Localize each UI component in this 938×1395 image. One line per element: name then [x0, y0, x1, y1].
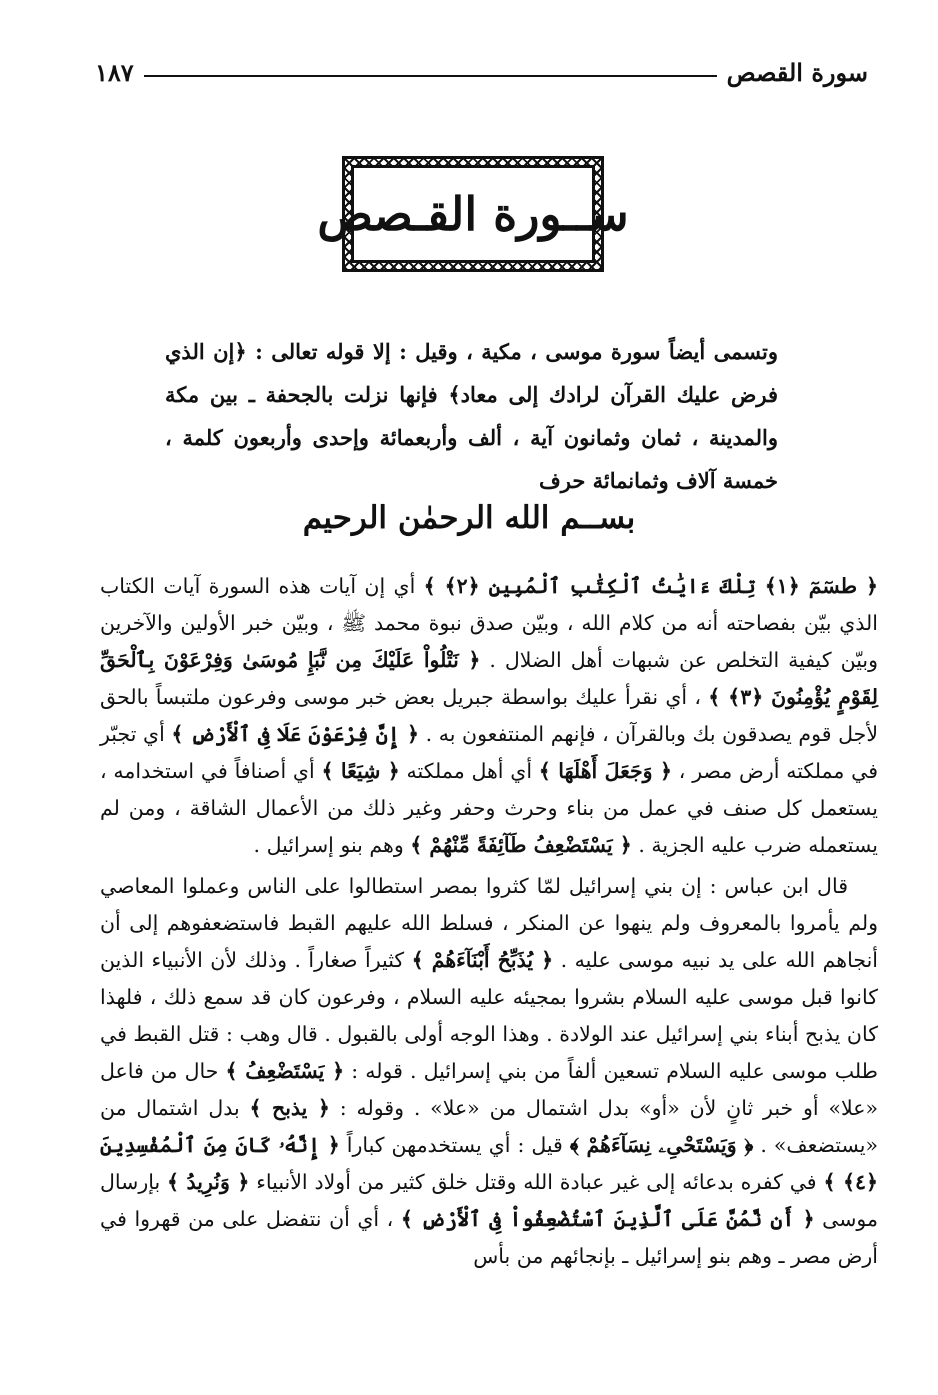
page-header [95, 52, 868, 92]
commentary-text: في كفره بدعائه إلى غير عبادة الله وقتل خلق كثير من أولاد الأنبياء [249, 1170, 824, 1194]
surah-title: ســورة القـصص [317, 187, 629, 241]
basmala: بســم الله الرحمٰن الرحيم [302, 500, 636, 536]
quran-verse: ﴿ وَيَسْتَحْىِۦ نِسَآءَهُمْ ﴾ [569, 1133, 754, 1157]
surah-introduction: وتسمى أيضاً سورة موسى ، مكية ، وقيل : إلا قوله تعالى : ﴿إن الذي فرض عليك القرآن لرادك إلى معاد﴾ فإنها نزلت بالجحفة ـ بين مكة والمدينة ، ثمان وثمانون آية ، ألف وأربعمائة وإحدى وأربعون كلمة ، خمسة آلاف وثمانمائة حرف [165, 339, 778, 493]
quran-verse: ﴿ يذبح ﴾ [249, 1096, 330, 1120]
commentary-text: بدل اشتمال من «يستضعف» . [100, 1096, 878, 1157]
quran-verse: ﴿ وَنُرِيدُ ﴾ [167, 1170, 250, 1194]
commentary-text: أي أهل مملكته [399, 759, 539, 783]
quran-verse: ﴿ شِيَعًا ﴾ [321, 759, 400, 783]
commentary-text: كثيراً صغاراً . وذلك لأن الأنبياء الذين كانوا قبل موسى عليه السلام بشروا بمجيئه عليه السلام ، وفرعون كان قد سمع ذلك ، فلهذا كان يذبح أبناء بني إسرائيل عند الولادة . وهذا الوجه أولى بالقبول . قال وهب : قتل القبط في طلب موسى عليه السلام تسعين ألفاً من بني إسرائيل . قوله : [100, 948, 878, 1083]
running-title: سورة القصص [726, 57, 868, 87]
quran-verse: ﴿ أَن نَّمُنَّ عَلَى ٱلَّذِينَ ٱسْتُضْعِفُواْ فِى ٱلْأَرْضِ ﴾ [400, 1207, 815, 1231]
commentary-text: أي أصنافاً في استخدامه ، يستعمل كل صنف في عمل من بناء وحرث وحفر وغير ذلك من الأعمال الشاقة ، ومن لم يستعمله ضرب عليه الجزية . [100, 759, 878, 857]
commentary-text: ، أي نقرأ عليك بواسطة جبريل بعض خبر موسى وفرعون ملتبساً بالحق لأجل قوم يصدقون بك وبالقرآن ، فإنهم المنتفعون به . [100, 685, 879, 746]
quran-verse: ﴿ يَسْتَضْعِفُ ﴾ [225, 1059, 345, 1083]
quran-verse: ﴿ يَسْتَضْعِفُ طَآئِفَةً مِّنْهُمْ ﴾ [410, 833, 632, 857]
quran-verse: ﴿ وَجَعَلَ أَهْلَهَا ﴾ [538, 759, 673, 783]
commentary-text: أي تجبّر في مملكته أرض مصر ، [100, 722, 878, 783]
header-rule [144, 75, 717, 77]
commentary-text: قيل : أي يستخدمهن كباراً [339, 1133, 570, 1157]
commentary-text: قال ابن عباس : إن بني إسرائيل لمّا كثروا بمصر استطالوا على الناس وعملوا المعاصي ولم يأمروا بالمعروف ولم ينهوا عن المنكر ، فسلط الله عليهم القبط فاستضعفوهم إلى أن أنجاهم الله على يد نبيه موسى عليه . [100, 874, 878, 972]
quran-verse: ﴿ إِنَّهُۥ كَانَ مِنَ ٱلْمُفْسِدِينَ ﴿٤﴾ ﴾ [100, 1133, 878, 1194]
commentary-text: أي إن آيات هذه السورة آيات الكتاب الذي بيّن بفصاحته أنه من كلام الله ، وبيّن صدق نبوة محمد ﷺ ، وبيّن خبر الأولين والآخرين وبيّن كيفية التخلص عن شبهات أهل الضلال . [100, 574, 879, 672]
commentary-text: ، أي أن نتفضل على من قهروا في أرض مصر ـ وهم بنو إسرائيل ـ بإنجائهم من بأس [100, 1207, 878, 1268]
commentary-text: حال من فاعل «علا» أو خبر ثانٍ لأن «أو» بدل اشتمال من «علا» . وقوله : [100, 1059, 879, 1120]
quran-verse: ﴿ نَتْلُواْ عَلَيْكَ مِن نَّبَإِ مُوسَىٰ وَفِرْعَوْنَ بِٱلْحَقِّ لِقَوْمٍ يُؤْمِنُونَ ﴿٣﴾ ﴾ [100, 648, 879, 709]
paragraph-2 [100, 868, 878, 1275]
quran-verse: ﴿ إِنَّ فِرْعَوْنَ عَلَا فِى ٱلْأَرْضِ ﴾ [171, 722, 419, 746]
tafsir-body [100, 568, 878, 1275]
commentary-text: بإرسال موسى [100, 1170, 878, 1231]
quran-verse: ﴿ طسٓمٓ ﴿١﴾ تِلْكَ ءَايَٰتُ ٱلْكِتَٰبِ ٱلْمُبِينِ ﴿٢﴾ ﴾ [423, 574, 878, 598]
ornamental-title-frame [317, 156, 629, 272]
page-number: ١٨٧ [95, 57, 134, 87]
title-box [317, 165, 629, 263]
quran-verse: ﴿ يُذَبِّحُ أَبْنَآءَهُمْ ﴾ [411, 948, 554, 972]
paragraph-1 [100, 568, 878, 864]
commentary-text: وهم بنو إسرائيل . [253, 833, 411, 857]
